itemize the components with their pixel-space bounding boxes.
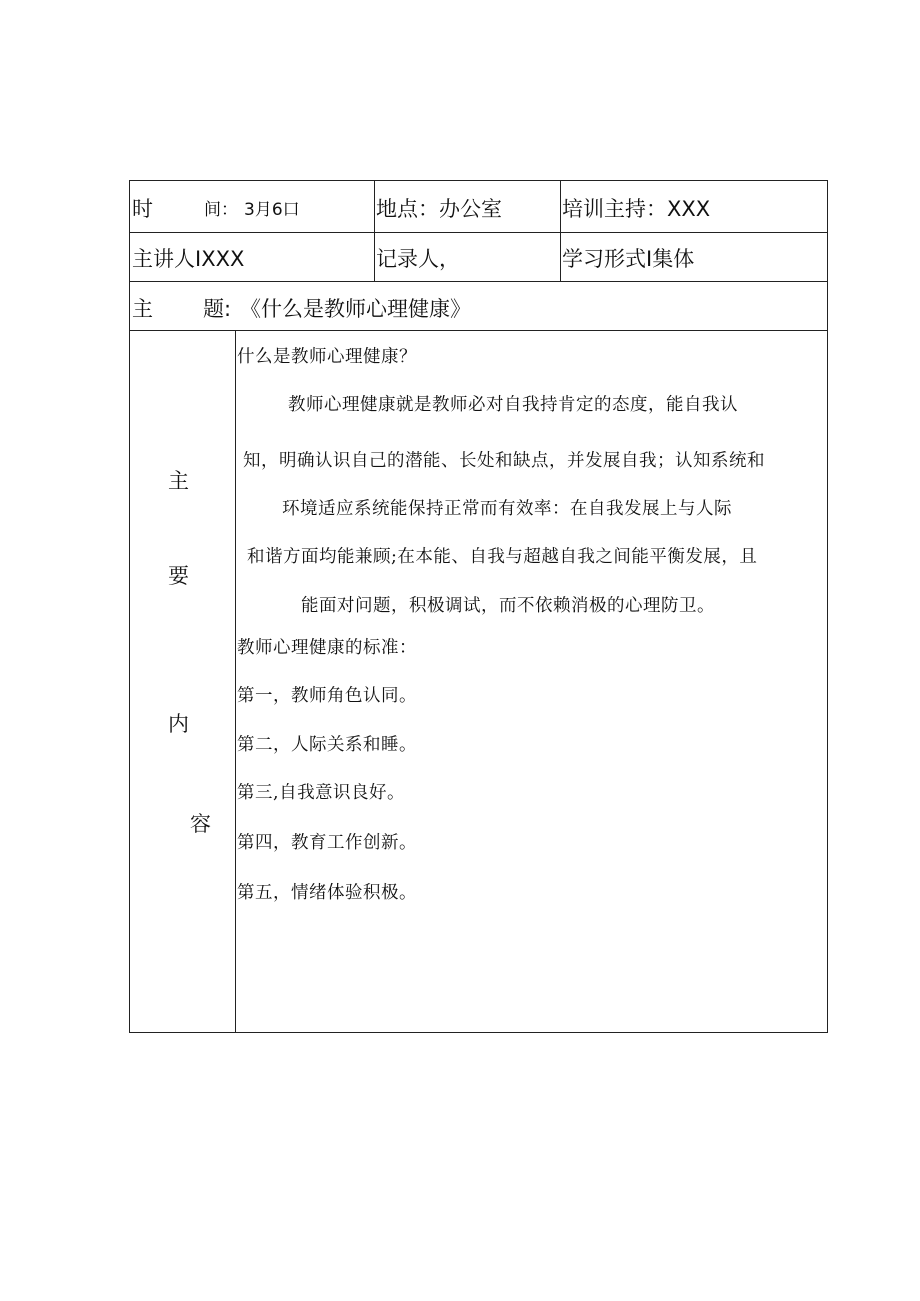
paragraph-line: 教师心理健康就是教师必对自我持肯定的态度，能自我认 — [288, 395, 738, 415]
standard-item: 第一，教师角色认同。 — [237, 686, 417, 706]
standard-item: 第三,自我意识良好。 — [237, 783, 406, 803]
standard-item: 第四，教育工作创新。 — [237, 833, 417, 853]
time-value: 3月6口 — [244, 200, 300, 220]
column-divider — [560, 181, 561, 281]
training-record-table — [129, 180, 828, 1033]
side-label-char: 主 — [168, 469, 189, 493]
time-label-end: 间： — [204, 200, 238, 220]
paragraph-line: 环境适应系统能保持正常而有效率：在自我发展上与人际 — [282, 499, 732, 519]
column-divider — [235, 330, 236, 1033]
column-divider — [374, 181, 375, 281]
speaker-field: 主讲人IXXX — [132, 247, 245, 271]
host-field: 培训主持：XXX — [562, 197, 711, 221]
topic-value: 《什么是教师心理健康》 — [240, 297, 471, 321]
standard-item: 第五，情绪体验积极。 — [237, 883, 417, 903]
time-label-start: 时 — [132, 197, 153, 221]
side-label-char: 内 — [168, 712, 189, 736]
row-divider — [130, 232, 827, 233]
recorder-field: 记录人， — [376, 247, 460, 271]
paragraph-line: 能面对问题，积极调试，而不依赖消极的心理防卫。 — [301, 596, 715, 616]
standard-item: 第二，人际关系和睡。 — [237, 735, 417, 755]
topic-label-start: 主 — [132, 297, 153, 321]
paragraph-line: 知，明确认识自己的潜能、长处和缺点，并发展自我；认知系统和 — [243, 451, 765, 471]
paragraph-line: 和谐方面均能兼顾;在本能、自我与超越自我之间能平衡发展，且 — [247, 547, 758, 567]
location-field: 地点：办公室 — [376, 197, 502, 221]
row-divider — [130, 281, 827, 282]
side-label-char: 要 — [168, 564, 189, 588]
topic-label-end: 题: — [203, 297, 232, 321]
content-question: 什么是教师心理健康？ — [237, 347, 417, 367]
format-field: 学习形式I集体 — [562, 247, 695, 271]
standards-title: 教师心理健康的标准： — [237, 638, 417, 658]
side-label-char: 容 — [190, 812, 211, 836]
